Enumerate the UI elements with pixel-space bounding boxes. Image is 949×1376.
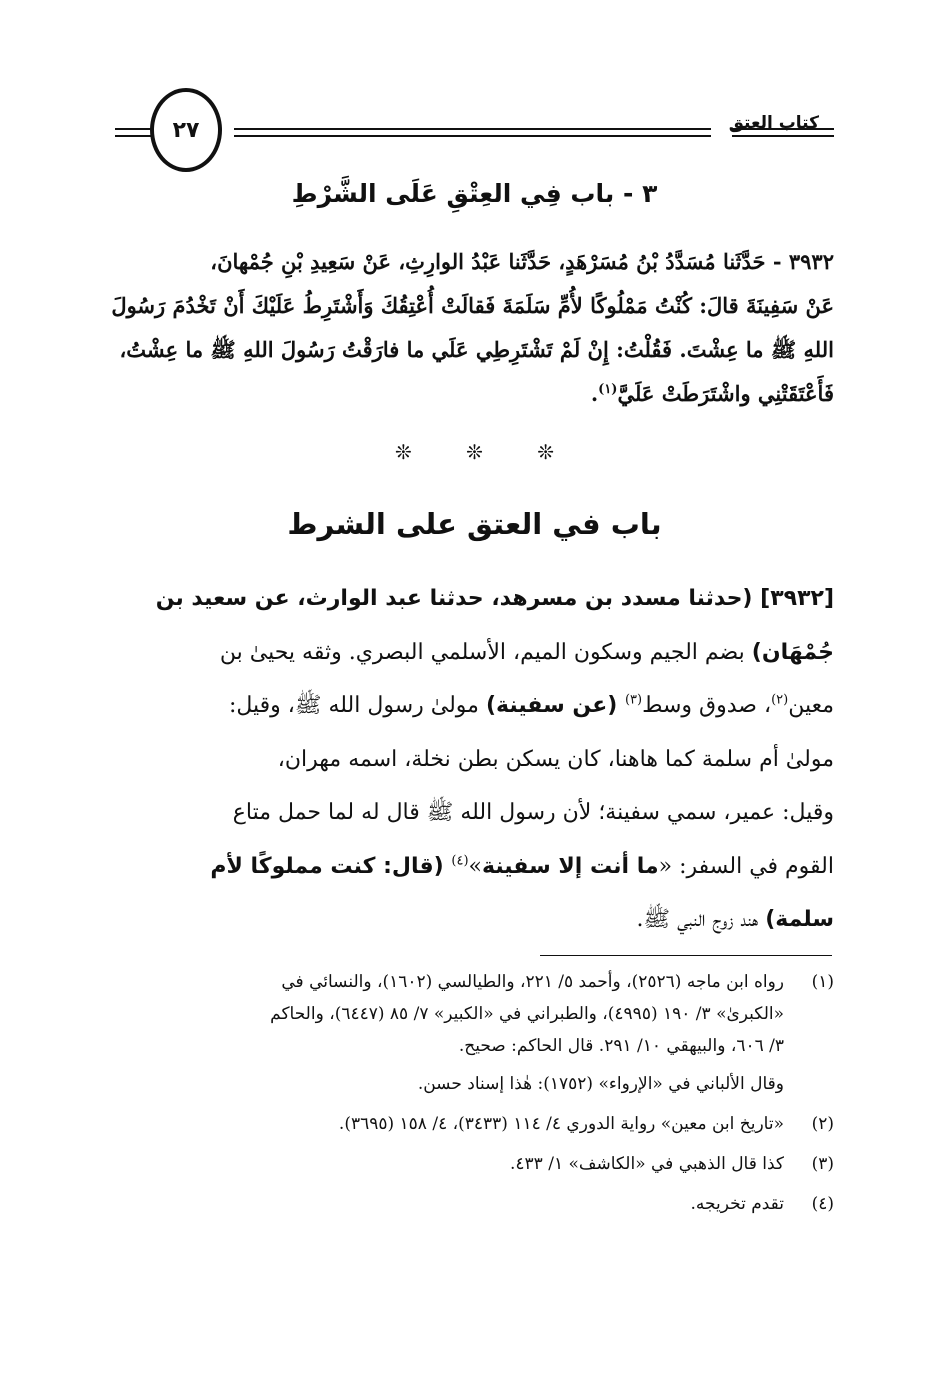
- commentary-text-run: مولىٰ رسول الله ﷺ، وقيل:: [228, 693, 486, 718]
- footnote-1: [114, 966, 834, 1100]
- quoted-chain: جُمْهَان): [751, 639, 834, 665]
- footnote-number: (١): [811, 972, 834, 992]
- footnote-number: (٢): [811, 1114, 834, 1134]
- footnote-ref-4: (٤): [451, 853, 469, 869]
- hadith-end-mark: .: [590, 381, 599, 406]
- page-number-badge: [150, 88, 222, 172]
- commentary-text-run: بضم الجيم وسكون الميم، الأسلمي البصري. وثقه يحيىٰ بن: [219, 639, 752, 665]
- commentary-line: [114, 572, 834, 626]
- separator-star-icon: ❊: [537, 440, 554, 464]
- footnote-line: وقال الألباني في «الإرواء» (١٧٥٢): هٰذا إسناد حسن.: [417, 1074, 784, 1094]
- header-rule-center-2: [234, 135, 711, 137]
- footnote-divider: [540, 955, 832, 956]
- footnote-line: «الكبرىٰ» ٣/ ١٩٠ (٤٩٩٥)، والطبراني في «الكبير» ٧/ ٨٥ (٦٤٤٧)، والحاكم: [270, 1004, 784, 1024]
- header-rule-right-2: [732, 135, 834, 137]
- footnote-line: ٣/ ٦٠٦، والبيهقي ١٠/ ٢٩١. قال الحاكم: صحيح.: [458, 1036, 784, 1056]
- commentary-line: [114, 893, 834, 947]
- quoted-chain: سلمة): [765, 907, 834, 932]
- commentary-line: [114, 626, 834, 680]
- footnote-line: رواه ابن ماجه (٢٥٢٦)، وأحمد ٥/ ٢٢١، والطيالسي (١٦٠٢)، والنسائي في: [281, 972, 784, 992]
- commentary-line: مولىٰ أم سلمة كما هاهنا، كان يسكن بطن نخلة، اسمه مهران،: [277, 746, 834, 772]
- separator-star-icon: ❊: [466, 440, 483, 464]
- quoted-chain: [٣٩٣٢] (حدثنا مسدد بن مسرهد، حدثنا عبد الوارث، عن سعيد بن: [155, 586, 834, 611]
- quoted-hadith: ما أنت إلا سفينة: [481, 853, 659, 879]
- commentary-text-run: ، صدوق وسط: [642, 693, 772, 718]
- footnote-line: «تاريخ ابن معين» رواية الدوري ٤/ ١١٤ (٣٤٣٣)، ٤/ ١٥٨ (٣٦٩٥).: [338, 1114, 784, 1134]
- commentary-line: وقيل: عمير، سمي سفينة؛ لأن رسول الله ﷺ قال له لما حمل متاع: [232, 800, 834, 825]
- footnotes: [114, 966, 834, 1228]
- hadith-line: اللهِ ﷺ ما عِشْتَ. فَقُلْتُ: إِنْ لَمْ تَشْتَرِطِي عَلَي ما فارَقْتُ رَسُولَ اللهِ ﷺ ما عِشْتُ،: [119, 337, 834, 362]
- separator-star-icon: ❊: [394, 440, 412, 464]
- hadith-line: ٣٩٣٢ - حَدَّثَنا مُسَدَّدُ بْنُ مُسَرْهَدٍ، حَدَّثَنا عَبْدُ الوارِثِ، عَنْ سَعِيدِ بْنِ جُمْهانَ،: [210, 249, 834, 274]
- footnote-line: كذا قال الذهبي في «الكاشف» ١/ ٤٣٣.: [509, 1154, 784, 1174]
- commentary-text-run: »: [468, 853, 482, 879]
- header-rule-center-1: [234, 128, 711, 130]
- hadith-line: عَنْ سَفِينَةَ قالَ: كُنْتُ مَمْلُوكًا لأُمِّ سَلَمَةَ فَقالَتْ أُعْتِقُكَ وَأَشْتَرِطُ عَلَيْكَ أَنْ تَخْدُمَ رَسُولَ: [111, 293, 834, 318]
- footnote-ref-3: (٣): [624, 692, 643, 708]
- hadith-text: [111, 240, 834, 416]
- footnote-ref-1: (١): [598, 382, 618, 397]
- section-separator: [0, 440, 949, 464]
- commentary-line: [114, 840, 834, 894]
- hadith-line-text: فَأَعْتَقَتْنِي واشْتَرَطَتْ عَلَيَّ: [617, 381, 834, 406]
- footnote-4: [114, 1188, 834, 1220]
- footnote-number: (٤): [811, 1194, 834, 1214]
- running-head-book-title: كتاب العتق: [728, 113, 819, 133]
- footnote-number: (٣): [811, 1154, 834, 1174]
- quoted-chain: (عن سفينة): [485, 693, 625, 718]
- commentary-text: [114, 572, 834, 947]
- footnote-3: [114, 1148, 834, 1180]
- hadith-line-last: [114, 372, 834, 416]
- footnote-line: تقدم تخريجه.: [690, 1194, 784, 1214]
- footnote-ref-2: (٢): [771, 692, 789, 708]
- commentary-text-run: القوم في السفر: «: [658, 853, 834, 879]
- commentary-text-run: معين: [788, 693, 834, 718]
- commentary-line: [114, 679, 834, 733]
- section-title: باب في العتق على الشرط: [287, 507, 662, 541]
- commentary-text-run: هند زوج النبي ﷺ.: [636, 907, 766, 932]
- chapter-title: ٣ - باب فِي العِتْقِ عَلَى الشَّرْطِ: [291, 179, 658, 208]
- page-number: ٢٧: [172, 117, 200, 143]
- quoted-chain: (قال: كنت مملوكًا لأم: [210, 853, 452, 879]
- footnote-2: [114, 1108, 834, 1140]
